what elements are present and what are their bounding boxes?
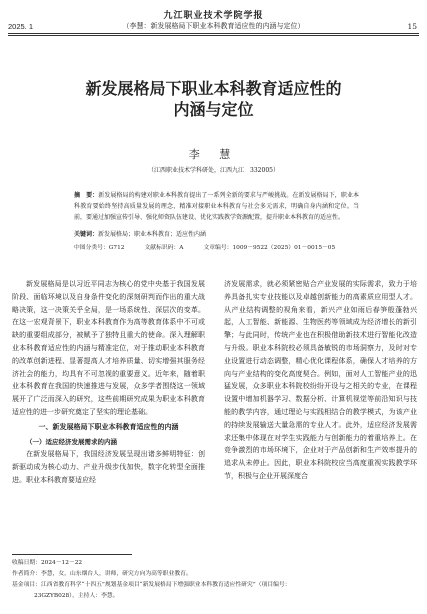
footnote-rule [12, 554, 132, 555]
body-paragraph: 济发展需求，就必须紧密贴合产业发展的实际需求，致力于培养具备扎实专业技能以及卓越创新能力的高素质应用型人才。从产业结构调整的视角来看，新兴产业如雨后春笋般蓬勃兴起，人工智能、新能源、生物医药等领域成为经济增长的新引擎；与此同时，传统产业也在积极借助新技术进行智能化改造与升级。职业本科院校必须具备敏锐的市场洞察力，及时对专业设置进行动态调整，精心优化课程体系，确保人才培养的方向与产业结构的变化高度契合。例如，面对人工智能产业的迅猛发展，众多职业本科院校纷纷开设与之相关的专业，在课程设置中增加机器学习、数据分析、计算机视觉等前沿知识与技能的教学内容，通过理论与实践相结合的教学模式，为该产业的持续发展输送大量急需的专业人才。此外，适应经济发展需求还集中体现在对学生实践能力与创新能力的着重培养上。在竞争激烈的市场环境下，企业对于产品创新和生产效率提升的追求从未停止。因此，职业本科院校应当高度重视实践教学环节，积极与企业开展深度合 [224, 280, 417, 480]
article-title-line-1: 新发展格局下职业本科教育适应性的 [85, 79, 342, 98]
keywords [74, 230, 359, 240]
abstract [74, 190, 359, 223]
classification-line [74, 242, 374, 251]
article-number: 文章编号：1009－9522（2025）01－0015－05 [203, 245, 336, 251]
keywords-label: 关键词： [74, 231, 99, 238]
author-affiliation: （江西职业技术学科研处，江西九江 332005） [148, 167, 279, 174]
clc-number: 中图分类号：G712 [74, 245, 125, 251]
article-title-line-2: 内涵与定位 [173, 100, 254, 119]
abstract-label: 摘 要： [74, 192, 99, 199]
body-paragraph: 在新发展格局下，我国经济发展呈现出诸多鲜明特征：创新驱动成为核心动力、产业升级步伐加快，数字化转型全面推进。职业本科教育要适应经 [12, 450, 205, 484]
document-code: 文献标识码：A [144, 245, 184, 251]
issue-year: 2025. 1 [8, 22, 34, 31]
subsection-heading: （一）适应经济发展需求的内涵 [26, 437, 117, 446]
article-title [20, 78, 407, 120]
header-rule [8, 33, 419, 34]
body-paragraph: 新发展格局是以习近平同志为核心的党中央基于我国发展阶段、面临环境以及自身条件变化的深刻研判而作出的重大战略决策，这一决策关乎全局，是一场系统性、深层次的变革。在这一宏观背景下，职业本科教育作为高等教育体系中不可或缺的重要组成部分，被赋予了独特且重大的使命。深入理解职业本科教育适应性的内涵与精准定位，对于推动职业本科教育的改革创新进程、显著提高人才培养质量、切实增强其服务经济社会的能力，均具有不可忽视的重要意义。近年来，随着职业本科教育在我国的快速推进与发展，众多学者围绕这一领域展开了广泛而深入的研究，这些前期研究成果为职业本科教育适应性的进一步研究奠定了坚实的理论基础。 [12, 280, 205, 416]
header-rule-thin [8, 35, 419, 36]
body-column-left [12, 278, 205, 487]
running-title: （李慧：新发展格局下职业本科教育适应性的内涵与定位） [122, 22, 305, 30]
received-date: 收稿日期：2024－12－22 [12, 560, 83, 566]
keywords-text: 新发展格局；职业本科教育；适应性内涵 [98, 231, 207, 238]
body-column-right [224, 278, 417, 483]
fund-info-cont: 23GZYB028），主持人：李慧。 [34, 593, 119, 599]
author-name: 李 慧 [188, 148, 239, 161]
fund-info: 基金项目：江西省教育科学“十四五”规划基金项目“新发展格局下增强职业本科教育适应性研究”（项目编号： [12, 582, 291, 588]
section-heading: 一、新发展格局下职业本科教育适应性的内涵 [38, 422, 179, 431]
author-bio: 作者简介：李慧，女，山东烟台人，讲师，研究方向为高等职业教育。 [12, 571, 192, 577]
footnotes [12, 558, 412, 602]
abstract-text: 新发展格局的构建对职业本科教育提出了一系列全新的要求与严峻挑战。在新发展格局下，职业本科教育要始终坚持高质量发展的理念，精准对接职业本科教育与社会多元需求，明确自身内涵和定位。当前，要通过加强宣传引导、强化师资队伍建设、优化实践教学资源配置，提升职业本科教育的适应性。 [74, 192, 359, 221]
journal-name: 九江职业技术学院学报 [163, 11, 264, 21]
page-number: 15 [407, 22, 417, 31]
